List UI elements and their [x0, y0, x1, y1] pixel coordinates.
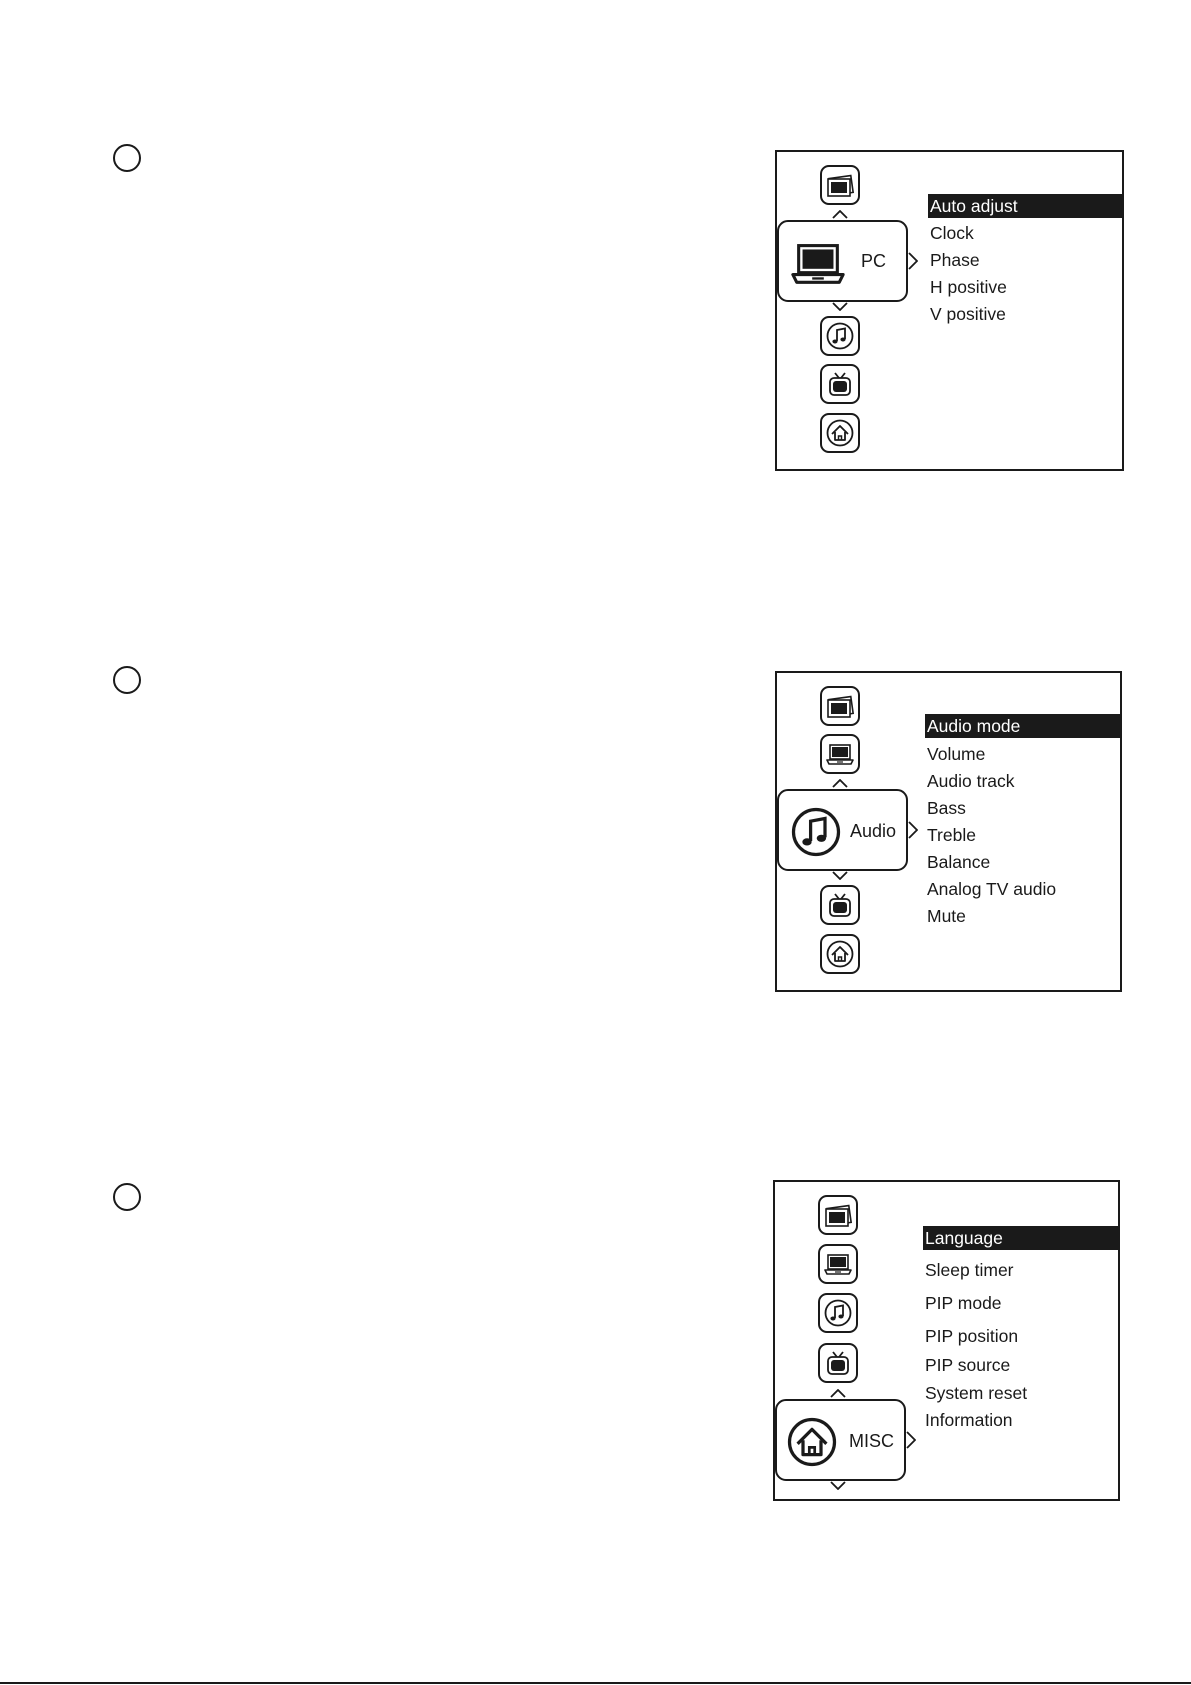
- right-arrow-icon: [908, 821, 918, 839]
- selected-category-label: PC: [861, 251, 887, 271]
- menu-item-sleep-timer[interactable]: Sleep timer: [925, 1260, 1014, 1280]
- menu-item-phase[interactable]: Phase: [930, 250, 980, 270]
- right-arrow-icon: [906, 1431, 916, 1449]
- up-arrow-icon: [832, 210, 848, 219]
- menu-item-analog-tv-audio[interactable]: Analog TV audio: [927, 879, 1057, 899]
- picture-icon[interactable]: [820, 165, 860, 205]
- laptop-icon: [789, 234, 847, 292]
- menu-item-system-reset[interactable]: System reset: [925, 1383, 1028, 1403]
- menu-item-audio-track[interactable]: Audio track: [927, 771, 1015, 791]
- menu-item-h-positive[interactable]: H positive: [930, 277, 1007, 297]
- menu-item-bass[interactable]: Bass: [927, 798, 966, 818]
- selected-category-label: Audio: [850, 821, 897, 841]
- down-arrow-icon: [830, 1481, 846, 1490]
- step-marker: [113, 144, 141, 172]
- step-marker: [113, 666, 141, 694]
- menu-item-information[interactable]: Information: [925, 1410, 1013, 1430]
- menu-item-audio-mode[interactable]: Audio mode: [925, 714, 1121, 738]
- music-note-icon[interactable]: [818, 1293, 858, 1333]
- home-icon[interactable]: [820, 413, 860, 453]
- pc-menu-panel: [775, 150, 1124, 471]
- selected-category-audio[interactable]: [777, 789, 908, 871]
- menu-item-balance[interactable]: Balance: [927, 852, 991, 872]
- music-note-icon[interactable]: [820, 316, 860, 356]
- picture-icon[interactable]: [818, 1195, 858, 1235]
- menu-item-clock[interactable]: Clock: [930, 223, 974, 243]
- menu-item-volume[interactable]: Volume: [927, 744, 986, 764]
- right-arrow-icon: [908, 252, 918, 270]
- menu-item-auto-adjust[interactable]: Auto adjust: [928, 194, 1123, 218]
- laptop-icon[interactable]: [818, 1244, 858, 1284]
- audio-menu-panel: [775, 671, 1122, 992]
- menu-item-pip-mode[interactable]: PIP mode: [925, 1293, 1002, 1313]
- menu-item-treble[interactable]: Treble: [927, 825, 976, 845]
- home-icon: [785, 1415, 839, 1469]
- up-arrow-icon: [830, 1389, 846, 1398]
- menu-item-v-positive[interactable]: V positive: [930, 304, 1006, 324]
- down-arrow-icon: [832, 871, 848, 880]
- misc-menu-panel: [773, 1180, 1120, 1501]
- menu-item-mute[interactable]: Mute: [927, 906, 966, 926]
- picture-icon[interactable]: [820, 686, 860, 726]
- home-icon[interactable]: [820, 934, 860, 974]
- menu-item-language[interactable]: Language: [923, 1226, 1119, 1250]
- page-bottom-rule: [0, 1682, 1191, 1684]
- menu-item-pip-source[interactable]: PIP source: [925, 1355, 1011, 1375]
- step-marker: [113, 1183, 141, 1211]
- laptop-icon[interactable]: [820, 734, 860, 774]
- selected-category-pc[interactable]: [777, 220, 908, 302]
- music-note-icon: [789, 805, 843, 859]
- tv-icon[interactable]: [820, 885, 860, 925]
- selected-category-label: MISC: [849, 1431, 894, 1451]
- up-arrow-icon: [832, 779, 848, 788]
- down-arrow-icon: [832, 302, 848, 311]
- selected-category-misc[interactable]: [775, 1399, 906, 1481]
- tv-icon[interactable]: [818, 1343, 858, 1383]
- menu-item-pip-position[interactable]: PIP position: [925, 1326, 1019, 1346]
- tv-icon[interactable]: [820, 364, 860, 404]
